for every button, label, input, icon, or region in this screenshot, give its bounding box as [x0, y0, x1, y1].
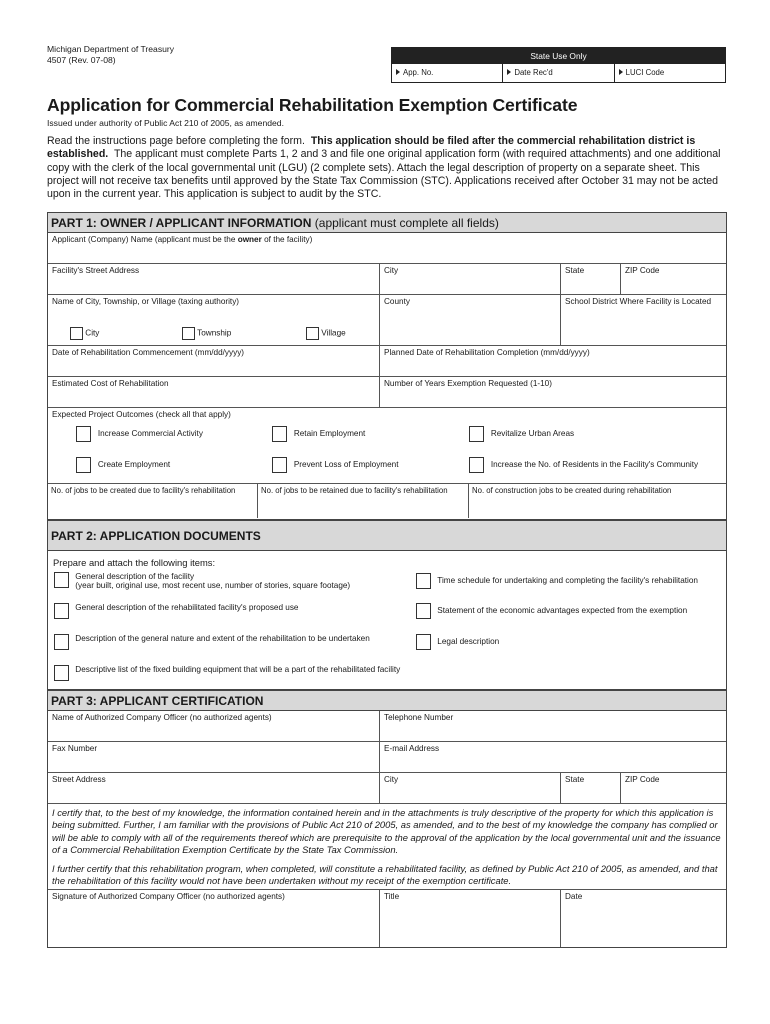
doc-economic-statement[interactable]: Statement of the economic advantages expected from the exemption	[416, 603, 687, 619]
arrow-icon	[619, 69, 623, 75]
project-outcomes-group: Expected Project Outcomes (check all that apply) Increase Commercial Activity Retain Employment Revitalize Urban Areas Create Employment Prevent Loss of Employment Increase the No. of Residents in the Facility's Community	[48, 408, 726, 483]
checkbox[interactable]	[469, 426, 484, 442]
checkbox[interactable]	[54, 634, 69, 650]
part3-header: PART 3: APPLICANT CERTIFICATION	[48, 691, 726, 711]
outcome-create-employment[interactable]: Create Employment	[76, 457, 170, 473]
outcome-revitalize-urban[interactable]: Revitalize Urban Areas	[469, 426, 574, 442]
construction-jobs-field[interactable]: No. of construction jobs to be created during rehabilitation	[472, 486, 672, 495]
form-id: 4507 (Rev. 07-08)	[47, 55, 116, 65]
checkbox[interactable]	[416, 603, 431, 619]
doc-proposed-use[interactable]: General description of the rehabilitated facility's proposed use	[54, 603, 299, 619]
outcome-prevent-loss[interactable]: Prevent Loss of Employment	[272, 457, 399, 473]
city-checkbox[interactable]	[70, 327, 83, 340]
title-field[interactable]: Title	[380, 890, 561, 947]
checkbox[interactable]	[416, 573, 431, 589]
luci-code-field[interactable]: LUCI Code	[615, 64, 725, 82]
school-district-field[interactable]: School District Where Facility is Located	[565, 297, 712, 306]
option-city[interactable]: City	[70, 327, 99, 340]
agency-name: Michigan Department of Treasury	[47, 44, 175, 54]
checkbox[interactable]	[272, 426, 287, 442]
page-title: Application for Commercial Rehabilitation Exemption Certificate	[47, 95, 578, 115]
county-field[interactable]: County	[380, 295, 561, 345]
doc-facility-description[interactable]: General description of the facility (year built, original use, most recent use, number of stories, square footage)	[54, 572, 350, 590]
option-township[interactable]: Township	[182, 327, 231, 340]
signature-field[interactable]: Signature of Authorized Company Officer (no authorized agents)	[48, 890, 380, 947]
part2-header: PART 2: APPLICATION DOCUMENTS	[48, 520, 726, 551]
form-header-left	[47, 44, 174, 66]
officer-name-field[interactable]: Name of Authorized Company Officer (no authorized agents)	[48, 711, 380, 741]
date-field[interactable]: Date	[565, 892, 583, 901]
jobs-retained-field[interactable]: No. of jobs to be retained due to facility's rehabilitation	[258, 484, 469, 518]
telephone-field[interactable]: Telephone Number	[384, 713, 454, 722]
checkbox[interactable]	[54, 572, 69, 588]
email-field[interactable]: E-mail Address	[384, 744, 440, 753]
village-checkbox[interactable]	[306, 327, 319, 340]
checkbox[interactable]	[76, 457, 91, 473]
doc-time-schedule[interactable]: Time schedule for undertaking and completing the facility's rehabilitation	[416, 573, 698, 589]
outcome-retain-employment[interactable]: Retain Employment	[272, 426, 365, 442]
checkbox[interactable]	[272, 457, 287, 473]
arrow-icon	[396, 69, 400, 75]
officer-state-field[interactable]: State	[561, 773, 621, 803]
applicant-name-field[interactable]: Applicant (Company) Name (applicant must be the owner of the facility)	[52, 235, 313, 244]
doc-legal-description[interactable]: Legal description	[416, 634, 499, 650]
part1-section	[47, 212, 727, 520]
officer-street-field[interactable]: Street Address	[48, 773, 380, 803]
date-recd-field[interactable]: Date Rec'd	[503, 64, 614, 82]
page-subtitle: Issued under authority of Public Act 210 of 2005, as amended.	[47, 118, 284, 128]
part3-section	[47, 690, 727, 948]
years-exemption-field[interactable]: Number of Years Exemption Requested (1-10)	[384, 379, 552, 388]
state-field[interactable]: State	[561, 264, 621, 294]
doc-equipment-list[interactable]: Descriptive list of the fixed building equipment that will be a part of the rehabilitated facility	[54, 665, 400, 681]
taxing-authority-field[interactable]: Name of City, Township, or Village (taxing authority) City Township Village	[48, 295, 380, 345]
township-checkbox[interactable]	[182, 327, 195, 340]
checkbox[interactable]	[54, 665, 69, 681]
doc-nature-extent[interactable]: Description of the general nature and extent of the rehabilitation to be undertaken	[54, 634, 370, 650]
officer-zip-field[interactable]: ZIP Code	[625, 775, 660, 784]
outcome-increase-commercial[interactable]: Increase Commercial Activity	[76, 426, 203, 442]
zip-field[interactable]: ZIP Code	[625, 266, 660, 275]
outcome-increase-residents[interactable]: Increase the No. of Residents in the Facility's Community	[469, 457, 698, 473]
city-field[interactable]: City	[380, 264, 561, 294]
part2-section	[47, 520, 727, 690]
option-village[interactable]: Village	[306, 327, 346, 340]
arrow-icon	[507, 69, 511, 75]
estimated-cost-field[interactable]: Estimated Cost of Rehabilitation	[48, 377, 380, 407]
prepare-label: Prepare and attach the following items:	[53, 557, 216, 568]
intro-text: Read the instructions page before completing the form. This application should be filed after the commercial rehabilitation district is established. The applicant must complete Parts 1, 2 and 3 and file one original application form (with required attachments) and one additional copy with the clerk of the local governmental unit (LGU) (2 complete sets). Attach the legal description of property on a separate sheet. This project will not receive tax benefits until approved by the State Tax Commission (STC). Applications received after October 31 may not be acted upon in the current year. This application is subject to audit by the STC.	[47, 135, 721, 201]
app-no-field[interactable]: App. No.	[392, 64, 503, 82]
checkbox[interactable]	[469, 457, 484, 473]
state-use-box	[391, 47, 726, 83]
certification-text: I certify that, to the best of my knowledge, the information contained herein and in the attachments is truly descriptive of the property for which this application is being submitted. Further, I am familiar with the provisions of Public Act 210 of 2005, as amended, and to the best of my knowledge the company has complied or will be able to comply with all of the requirements thereof which are prerequisite to the approval of the application by the local governmental unit and the issuance of a Commercial Rehabilitation Exemption Certificate by the State Tax Commission. I further certify that this rehabilitation program, when completed, will constitute a rehabilitated facility, as defined by Public Act 210 of 2005, as amended, and that the rehabilitation of this facility would not have been undertaken without my receipt of the exemption certificate.	[52, 807, 721, 887]
part1-header: PART 1: OWNER / APPLICANT INFORMATION (applicant must complete all fields)	[48, 213, 726, 233]
checkbox[interactable]	[76, 426, 91, 442]
commencement-date-field[interactable]: Date of Rehabilitation Commencement (mm/dd/yyyy)	[48, 346, 380, 376]
completion-date-field[interactable]: Planned Date of Rehabilitation Completion (mm/dd/yyyy)	[384, 348, 590, 357]
state-use-title: State Use Only	[392, 48, 725, 64]
street-address-field[interactable]: Facility's Street Address	[48, 264, 380, 294]
checkbox[interactable]	[54, 603, 69, 619]
fax-field[interactable]: Fax Number	[48, 742, 380, 772]
jobs-created-field[interactable]: No. of jobs to be created due to facility's rehabilitation	[48, 484, 258, 518]
officer-city-field[interactable]: City	[380, 773, 561, 803]
checkbox[interactable]	[416, 634, 431, 650]
